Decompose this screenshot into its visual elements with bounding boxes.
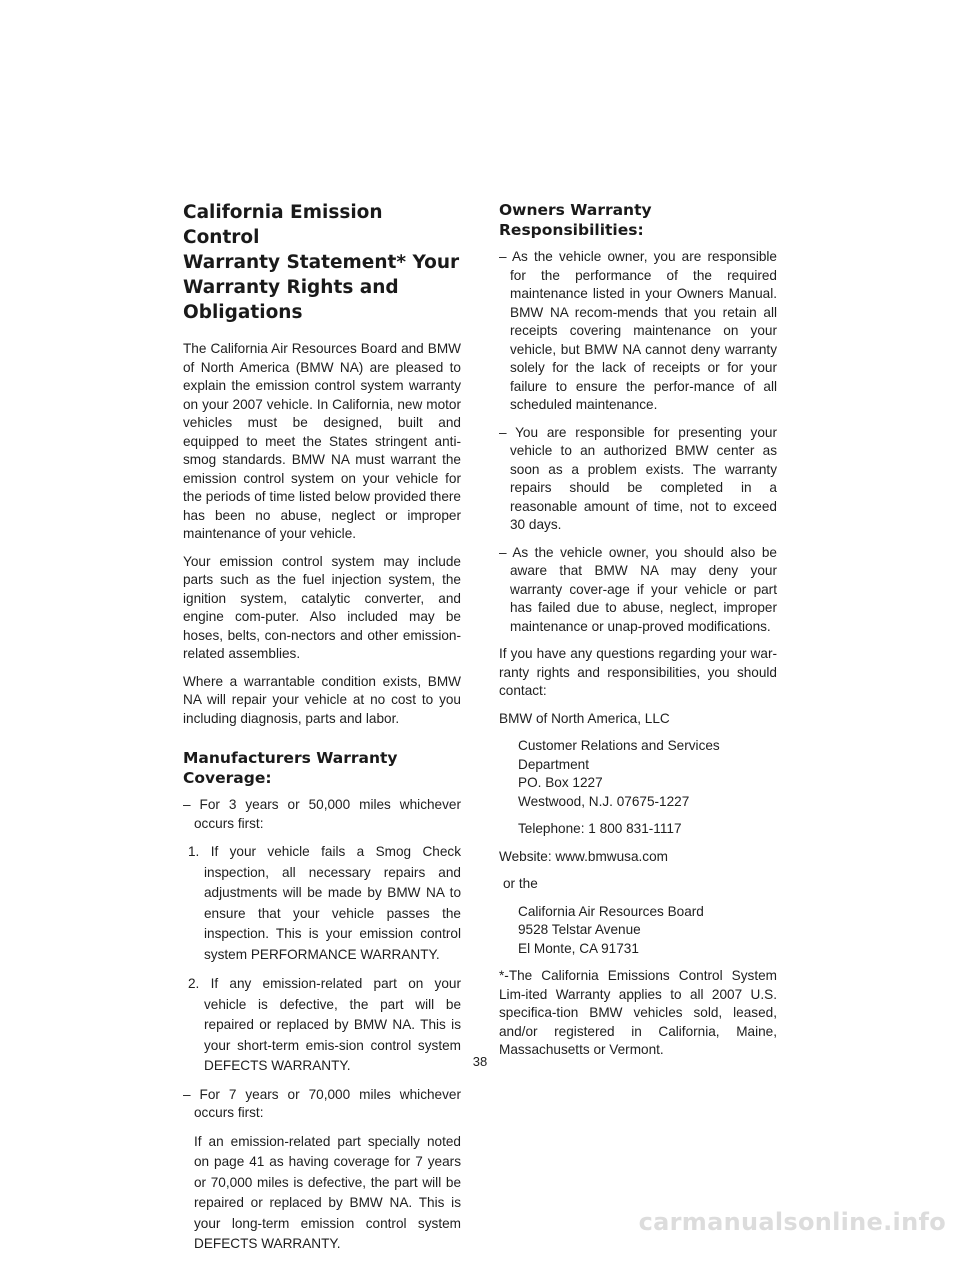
responsibility-maintenance: – As the vehicle owner, you are responsible for the performance of the required maintenance listed in your Owners Manual. BMW NA recom-mends that you retain all receipts covering maintenance on your vehicle, but BMW NA cannot deny warranty solely for the lack of receipts or for your failure to ensure the perfor-mance of all scheduled maintenance.	[499, 249, 777, 412]
intro-paragraph: The California Air Resources Board and BMW of North America (BMW NA) are pleased to explain the emission control system warranty on your 2007 vehicle. In California, new motor vehicles must be designed, built and equipped to meet the States stringent anti-smog standards. BMW NA must warrant the emission control system on your vehicle for the periods of time listed below provided there has been no abuse, neglect or improper maintenance of your vehicle.	[183, 341, 461, 541]
owners-responsibilities-heading: Owners Warranty Responsibilities:	[499, 201, 652, 239]
carb-address	[518, 903, 777, 959]
company-name: BMW of North America, LLC	[499, 710, 670, 726]
page-title	[183, 200, 461, 325]
right-column	[499, 200, 777, 1060]
long-term-text: If an emission-related part specially noted on page 41 as having coverage for 7 years or 70,000 miles is defective, the part will be repaired or replaced by BMW NA. This is your long-term emission control system DEFECTS WARRANTY.	[194, 1133, 461, 1251]
left-column	[183, 200, 461, 1264]
short-term-intro: – For 3 years or 50,000 miles whichever occurs first:	[183, 797, 461, 831]
title-line: Warranty Statement* Your	[183, 252, 460, 273]
or-the: or the	[503, 876, 538, 891]
long-term-intro: – For 7 years or 70,000 miles whichever occurs first:	[183, 1086, 461, 1120]
telephone: Telephone: 1 800 831-1117	[518, 821, 682, 836]
address-line: El Monte, CA 91731	[518, 940, 639, 956]
page-number: 38	[472, 1054, 488, 1069]
address-line: Westwood, N.J. 07675-1227	[518, 793, 690, 809]
manufacturers-coverage-heading: Manufacturers Warranty Coverage:	[183, 749, 398, 787]
responsibility-denial: – As the vehicle owner, you should also be aware that BMW NA may deny your warranty cover-age if your vehicle or part has failed due to abuse, neglect, improper maintenance or unap-proved modifications.	[499, 544, 777, 634]
performance-warranty-item: 1. If your vehicle fails a Smog Check inspection, all necessary repairs and adjustments will be made by BMW NA to ensure that your vehicle passes the inspection. This is your emission control system PERFORMANCE WARRANTY.	[188, 844, 461, 962]
repair-paragraph: Where a warrantable condition exists, BMW NA will repair your vehicle at no cost to you including diagnosis, parts and labor.	[183, 673, 461, 726]
footnote: *-The California Emissions Control System Lim-ited Warranty applies to all 2007 U.S. specifica-tion BMW vehicles sold, leased, and/or registered in California, Maine, Massachusetts or Vermont.	[499, 968, 777, 1057]
responsibility-presenting: – You are responsible for presenting your vehicle to an authorized BMW center as soon as a problem exists. The warranty repairs should be completed in a reasonable amount of time, not to exceed 30 days.	[499, 424, 777, 532]
website: Website: www.bmwusa.com	[499, 848, 668, 864]
address-line: 9528 Telstar Avenue	[518, 922, 641, 937]
title-line: California Emission Control	[183, 202, 383, 248]
title-line: Warranty Rights and Obligations	[183, 277, 399, 323]
address-line: California Air Resources Board	[518, 903, 704, 919]
bmw-address	[518, 737, 777, 811]
address-line: PO. Box 1227	[518, 775, 603, 790]
questions-paragraph: If you have any questions regarding your war-ranty rights and responsibilities, you should contact:	[499, 646, 777, 698]
watermark: carmanualsonline.info	[638, 1208, 946, 1236]
defects-warranty-item: 2. If any emission-related part on your vehicle is defective, the part will be repaired or replaced by BMW NA. This is your short-term emis-sion control system DEFECTS WARRANTY.	[188, 976, 461, 1073]
address-line: Customer Relations and Services Department	[518, 738, 720, 772]
parts-paragraph: Your emission control system may include parts such as the fuel injection system, the ignition system, catalytic converter, and engine com-puter. Also included may be hoses, belts, con-nectors and other emission-related assemblies.	[183, 553, 461, 661]
